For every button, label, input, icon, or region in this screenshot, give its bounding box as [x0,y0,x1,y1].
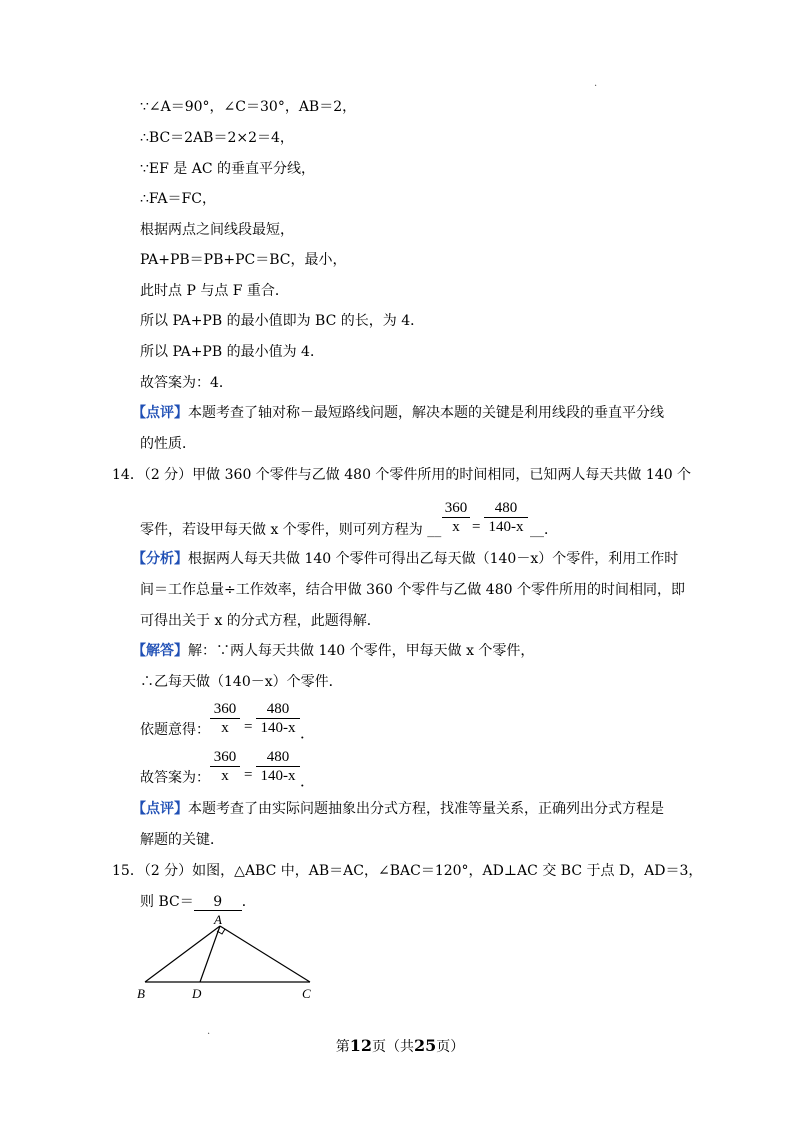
period: ． [300,774,316,790]
comment-tag: 【点评】 [132,801,188,817]
solution-line-10: 故答案为：4． [140,375,233,391]
solution-line-6: PA+PB＝PB+PC＝BC，最小， [140,252,347,268]
solution-line-2: ∴BC＝2AB＝2×2＝4， [140,130,294,146]
frac-den: x [221,720,229,736]
frac-num: 480 [266,749,290,765]
solution-line-1: ∵∠A＝90°，∠C＝30°，AB＝2， [140,99,357,115]
label-b: B [137,986,145,1001]
q14-analysis-3: 可得出关于 x 的分式方程，此题得解． [140,613,381,629]
q14-analysis-1 [132,549,678,569]
footer-suffix: 页） [436,1039,465,1055]
footer-mid: 页（共 [372,1039,414,1055]
q14-stem-1 [112,465,691,485]
footer-total: 25 [414,1036,437,1055]
q14-stem-text: （2 分）甲做 360 个零件与乙做 480 个零件所用的时间相同，已知两人每天共做 140 个 [143,467,692,483]
solution-line-4: ∴FA＝FC， [140,191,216,207]
q14-answer-2: ∴乙每天做（140－x）个零件． [140,674,343,690]
frac-num: 360 [213,701,237,717]
frac-den: 140-x [260,768,296,784]
q15-stem-text: （2 分）如图，△ABC 中，AB＝AC，∠BAC＝120°，AD⊥AC 交 BC 于点 D，AD＝3， [143,863,703,879]
answer-text: 解：∵两人每天共做 140 个零件，甲每天做 x 个零件， [188,643,535,659]
q15-stem-2 [140,892,256,912]
q14-equals: = [472,519,481,535]
segment-ad [200,926,220,982]
analysis-text: 根据两人每天共做 140 个零件可得出乙每天做（140－x）个零件，利用工作时 [188,551,679,567]
q15-answer: 9 [194,894,242,911]
label-c: C [302,986,311,1001]
analysis-tag: 【分析】 [132,551,188,567]
frac-num: 480 [266,701,290,717]
period: ． [300,726,316,742]
comment-13 [132,403,664,423]
frac-den: 140-x [260,720,296,736]
solution-line-5: 根据两点之间线段最短， [140,222,294,238]
solution-line-9: 所以 PA+PB 的最小值为 4． [140,344,324,360]
q15-stem-prefix: 则 BC＝ [140,894,194,910]
answer-tag: 【解答】 [132,643,188,659]
q14-frac-left-den: x [452,519,460,535]
page-footer [0,1036,800,1056]
q14-number: 14． [112,467,144,483]
q14-frac-right-num: 480 [494,500,518,516]
q14-answer-4: 故答案为： [140,770,210,786]
q14-frac-left-num: 360 [444,500,468,516]
q14-answer-1 [132,641,534,661]
comment-text: 本题考查了由实际问题抽象出分式方程，找准等量关系，正确列出分式方程是 [188,801,664,817]
footer-page: 12 [349,1036,372,1055]
q14-answer3-frac-left [208,700,242,737]
q14-comment-1 [132,799,664,819]
bottom-dot: . [207,1026,211,1037]
label-a: A [214,912,222,927]
footer-prefix: 第 [335,1039,350,1055]
q14-frac-right-den: 140-x [488,519,524,535]
solution-line-3: ∵EF 是 AC 的垂直平分线， [140,161,316,177]
solution-line-7: 此时点 P 与点 F 重合． [140,283,289,299]
side-ab [145,926,220,982]
q14-analysis-2: 间＝工作总量÷工作效率，结合甲做 360 个零件与乙做 480 个零件所用的时间相同，即 [140,582,685,598]
q14-answer4-frac-left [208,748,242,785]
q15-stem-suffix: ． [241,894,256,910]
side-ac [220,926,310,982]
equals-sign: = [244,719,253,735]
q14-answer3-frac-right [254,700,302,737]
q14-fraction-right [482,499,530,536]
q14-answer-3: 依题意得： [140,722,210,738]
triangle-figure [130,912,330,1004]
q15-number: 15． [112,863,144,879]
q14-stem-2: 零件，若设甲每天做 x 个零件，则可列方程为 __ [140,522,442,538]
q14-answer4-frac-right [254,748,302,785]
top-dot: . [594,78,598,89]
frac-num: 360 [213,749,237,765]
q14-fraction-left [440,499,472,536]
q15-stem-1 [112,861,702,881]
comment-13-cont: 的性质． [140,436,196,452]
q14-stem-2-end: __． [530,522,558,538]
comment-text: 本题考查了轴对称－最短路线问题，解决本题的关键是利用线段的垂直平分线 [188,405,664,421]
equals-sign: = [244,767,253,783]
comment-tag: 【点评】 [132,405,188,421]
solution-line-8: 所以 PA+PB 的最小值即为 BC 的长，为 4． [140,313,425,329]
label-d: D [192,986,202,1001]
q14-comment-2: 解题的关键． [140,832,224,848]
frac-den: x [221,768,229,784]
